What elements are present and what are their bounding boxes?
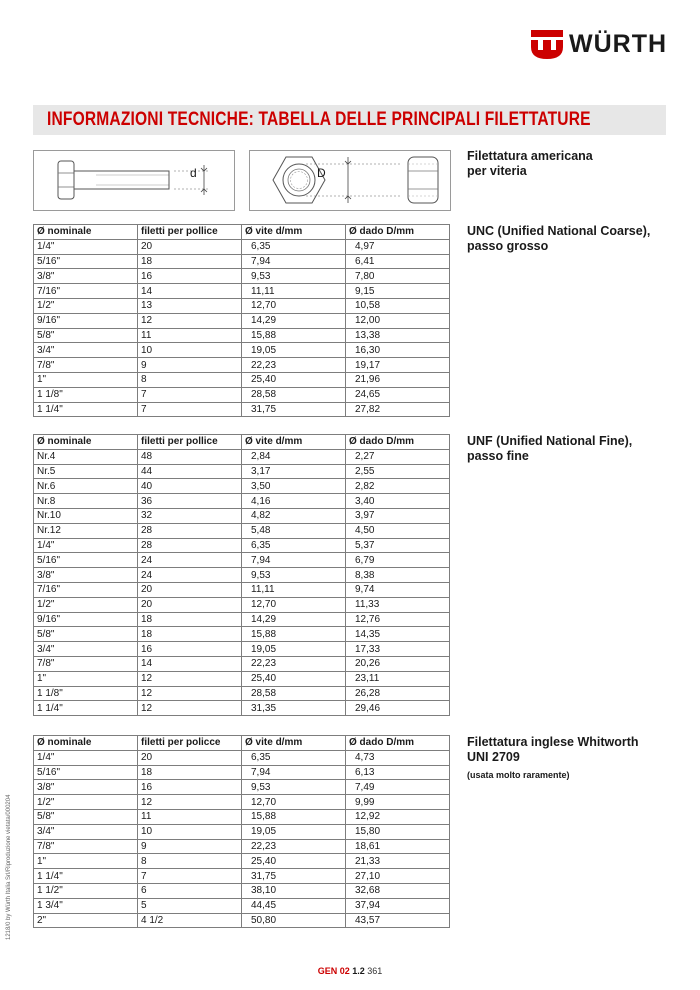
unf-table	[33, 434, 450, 716]
table-row	[34, 686, 450, 701]
table-cell: 7	[138, 869, 242, 884]
table-cell: 5/8"	[34, 328, 138, 343]
table-row	[34, 824, 450, 839]
column-header: Ø vite d/mm	[242, 225, 346, 240]
table-row	[34, 464, 450, 479]
table-cell: 18	[138, 627, 242, 642]
table-header-row	[34, 435, 450, 450]
unf-label	[467, 434, 632, 464]
table-cell: 4,97	[346, 239, 450, 254]
table-cell: 1"	[34, 854, 138, 869]
table-body	[34, 750, 450, 928]
table-row	[34, 523, 450, 538]
table-cell: 31,75	[242, 869, 346, 884]
table-cell: 1/2"	[34, 795, 138, 810]
unc-table	[33, 224, 450, 417]
table-cell: 48	[138, 449, 242, 464]
table-row	[34, 479, 450, 494]
table-cell: 31,75	[242, 402, 346, 417]
table-cell: 9,15	[346, 284, 450, 299]
table-cell: 5/16"	[34, 553, 138, 568]
column-header: filetti per pollice	[138, 225, 242, 240]
table-cell: 3/8"	[34, 269, 138, 284]
table-cell: 5,37	[346, 538, 450, 553]
table-row	[34, 627, 450, 642]
table-cell: 9,53	[242, 269, 346, 284]
table-cell: 1/4"	[34, 750, 138, 765]
table-cell: 32,68	[346, 883, 450, 898]
table-cell: 5	[138, 898, 242, 913]
table-cell: 27,10	[346, 869, 450, 884]
table-cell: 2,27	[346, 449, 450, 464]
table-cell: Nr.4	[34, 449, 138, 464]
table-cell: 11,11	[242, 284, 346, 299]
table-row	[34, 883, 450, 898]
page-number: 361	[367, 966, 383, 976]
table-cell: 5/8"	[34, 627, 138, 642]
table-row	[34, 780, 450, 795]
bolt-diameter-label: d	[190, 166, 197, 180]
table-cell: 17,33	[346, 642, 450, 657]
table-cell: 38,10	[242, 883, 346, 898]
table-cell: 3,17	[242, 464, 346, 479]
table-cell: 12	[138, 701, 242, 716]
table-cell: 9	[138, 358, 242, 373]
table-row	[34, 612, 450, 627]
table-cell: 4,16	[242, 494, 346, 509]
table-cell: 12,00	[346, 313, 450, 328]
table-cell: 9,74	[346, 582, 450, 597]
page-title: INFORMAZIONI TECNICHE: TABELLA DELLE PRINCIPALI FILETTATURE	[47, 109, 591, 130]
wurth-logo	[531, 27, 667, 61]
table-cell: 3,40	[346, 494, 450, 509]
table-cell: 4 1/2	[138, 913, 242, 928]
column-header: Ø vite d/mm	[242, 435, 346, 450]
table-cell: 28,58	[242, 686, 346, 701]
table-cell: 20	[138, 597, 242, 612]
table-cell: 12	[138, 686, 242, 701]
side-copyright: 1218/0 by Würth Italia Srl/Riproduzione vietata/000204	[6, 794, 12, 940]
table-cell: 14	[138, 284, 242, 299]
table-row	[34, 701, 450, 716]
intro-line1: Filettatura americana	[467, 149, 593, 163]
table-cell: 12,70	[242, 298, 346, 313]
table-row	[34, 553, 450, 568]
table-cell: 3/8"	[34, 568, 138, 583]
table-cell: 7	[138, 387, 242, 402]
table-row	[34, 809, 450, 824]
table-cell: 15,88	[242, 809, 346, 824]
table-row	[34, 402, 450, 417]
table-cell: 18	[138, 254, 242, 269]
table-cell: 7/16"	[34, 582, 138, 597]
table-cell: 7/8"	[34, 839, 138, 854]
table-cell: 29,46	[346, 701, 450, 716]
table-cell: 19,17	[346, 358, 450, 373]
table-cell: 9	[138, 839, 242, 854]
nut-diameter-label: D	[317, 166, 326, 180]
table-cell: Nr.12	[34, 523, 138, 538]
table-row	[34, 372, 450, 387]
table-cell: 19,05	[242, 642, 346, 657]
table-cell: 7,49	[346, 780, 450, 795]
table-cell: 28	[138, 523, 242, 538]
table-cell: 6,41	[346, 254, 450, 269]
column-header: Ø dado D/mm	[346, 225, 450, 240]
table-row	[34, 298, 450, 313]
table-cell: 18	[138, 765, 242, 780]
table-cell: 1"	[34, 671, 138, 686]
table-cell: 8	[138, 854, 242, 869]
table-cell: 44	[138, 464, 242, 479]
table-cell: 22,23	[242, 358, 346, 373]
intro-line2: per viteria	[467, 164, 527, 178]
table-cell: 5/16"	[34, 765, 138, 780]
table-cell: 50,80	[242, 913, 346, 928]
table-cell: 1/2"	[34, 597, 138, 612]
table-cell: 7,80	[346, 269, 450, 284]
table-cell: 21,33	[346, 854, 450, 869]
table-cell: 14,35	[346, 627, 450, 642]
table-cell: 3,50	[242, 479, 346, 494]
brand-name: WÜRTH	[569, 29, 668, 58]
table-cell: 9,53	[242, 780, 346, 795]
table-cell: 1 1/2"	[34, 883, 138, 898]
table-cell: 3/4"	[34, 824, 138, 839]
table-row	[34, 358, 450, 373]
table-row	[34, 449, 450, 464]
table-cell: 14	[138, 656, 242, 671]
table-cell: 3/8"	[34, 780, 138, 795]
table-cell: 13,38	[346, 328, 450, 343]
table-cell: 24	[138, 553, 242, 568]
table-cell: 24	[138, 568, 242, 583]
table-cell: 1 1/4"	[34, 701, 138, 716]
table-cell: 1 1/8"	[34, 686, 138, 701]
unc-title-line1: UNC (Unified National Coarse),	[467, 224, 651, 238]
table-cell: 18	[138, 612, 242, 627]
bolt-diagram	[33, 150, 235, 211]
table-cell: 4,50	[346, 523, 450, 538]
whitworth-label	[467, 735, 639, 783]
table-cell: 1/4"	[34, 239, 138, 254]
table-row	[34, 795, 450, 810]
table-cell: Nr.8	[34, 494, 138, 509]
table-cell: 12,92	[346, 809, 450, 824]
table-cell: 7/8"	[34, 656, 138, 671]
table-cell: 20	[138, 750, 242, 765]
table-cell: 19,05	[242, 343, 346, 358]
table-cell: 15,88	[242, 627, 346, 642]
table-cell: Nr.10	[34, 508, 138, 523]
table-cell: 2,55	[346, 464, 450, 479]
table-cell: 21,96	[346, 372, 450, 387]
table-cell: 3/4"	[34, 343, 138, 358]
table-cell: 19,05	[242, 824, 346, 839]
unc-title-line2: passo grosso	[467, 239, 549, 253]
table-cell: 23,11	[346, 671, 450, 686]
table-cell: 2,84	[242, 449, 346, 464]
table-cell: 12,70	[242, 795, 346, 810]
table-cell: 12	[138, 313, 242, 328]
table-cell: 1 1/4"	[34, 402, 138, 417]
table-row	[34, 269, 450, 284]
table-row	[34, 597, 450, 612]
table-cell: 24,65	[346, 387, 450, 402]
table-cell: Nr.5	[34, 464, 138, 479]
table-row	[34, 854, 450, 869]
table-cell: 1 3/4"	[34, 898, 138, 913]
table-cell: 14,29	[242, 313, 346, 328]
intro-label	[467, 149, 593, 179]
table-row	[34, 898, 450, 913]
table-row	[34, 869, 450, 884]
wurth-logo-icon	[531, 28, 563, 60]
table-body	[34, 449, 450, 715]
table-cell: 44,45	[242, 898, 346, 913]
table-body	[34, 239, 450, 417]
table-cell: 9,53	[242, 568, 346, 583]
table-row	[34, 538, 450, 553]
table-cell: 36	[138, 494, 242, 509]
table-cell: 9/16"	[34, 313, 138, 328]
table-row	[34, 750, 450, 765]
table-row	[34, 343, 450, 358]
table-cell: 12	[138, 671, 242, 686]
table-cell: 10,58	[346, 298, 450, 313]
table-cell: 5/16"	[34, 254, 138, 269]
table-cell: 7,94	[242, 553, 346, 568]
table-cell: 15,80	[346, 824, 450, 839]
table-cell: 11	[138, 328, 242, 343]
table-cell: 7,94	[242, 254, 346, 269]
table-row	[34, 313, 450, 328]
table-cell: 31,35	[242, 701, 346, 716]
table-row	[34, 656, 450, 671]
table-cell: 20	[138, 239, 242, 254]
table-row	[34, 254, 450, 269]
table-cell: 6	[138, 883, 242, 898]
column-header: filetti per pollice	[138, 435, 242, 450]
table-cell: 4,73	[346, 750, 450, 765]
table-cell: 12	[138, 795, 242, 810]
table-row	[34, 328, 450, 343]
table-cell: 6,35	[242, 239, 346, 254]
whitworth-title-line1: Filettatura inglese Whitworth	[467, 735, 639, 749]
table-cell: 28	[138, 538, 242, 553]
column-header: Ø dado D/mm	[346, 435, 450, 450]
table-cell: 10	[138, 824, 242, 839]
table-row	[34, 582, 450, 597]
table-cell: 40	[138, 479, 242, 494]
table-cell: 14,29	[242, 612, 346, 627]
table-row	[34, 387, 450, 402]
table-cell: 20,26	[346, 656, 450, 671]
title-bar	[33, 105, 666, 135]
table-cell: 7,94	[242, 765, 346, 780]
table-cell: 32	[138, 508, 242, 523]
table-cell: 6,79	[346, 553, 450, 568]
table-cell: 25,40	[242, 372, 346, 387]
table-row	[34, 913, 450, 928]
table-cell: 4,82	[242, 508, 346, 523]
table-cell: 25,40	[242, 671, 346, 686]
column-header: Ø nominale	[34, 435, 138, 450]
table-cell: 1/2"	[34, 298, 138, 313]
table-cell: 26,28	[346, 686, 450, 701]
unf-title-line2: passo fine	[467, 449, 529, 463]
table-header-row	[34, 225, 450, 240]
table-cell: 3,97	[346, 508, 450, 523]
table-cell: 2"	[34, 913, 138, 928]
nut-diagram	[249, 150, 451, 211]
table-cell: 1 1/4"	[34, 869, 138, 884]
table-cell: 2,82	[346, 479, 450, 494]
table-cell: 11,11	[242, 582, 346, 597]
table-row	[34, 765, 450, 780]
table-cell: 6,13	[346, 765, 450, 780]
table-cell: 11	[138, 809, 242, 824]
table-cell: 12,70	[242, 597, 346, 612]
table-cell: 8,38	[346, 568, 450, 583]
table-cell: 5/8"	[34, 809, 138, 824]
table-cell: 37,94	[346, 898, 450, 913]
table-cell: 8	[138, 372, 242, 387]
table-row	[34, 642, 450, 657]
table-row	[34, 508, 450, 523]
table-cell: 20	[138, 582, 242, 597]
table-row	[34, 568, 450, 583]
column-header: Ø nominale	[34, 736, 138, 751]
table-cell: 13	[138, 298, 242, 313]
unf-title-line1: UNF (Unified National Fine),	[467, 434, 633, 448]
table-cell: 43,57	[346, 913, 450, 928]
table-header-row	[34, 736, 450, 751]
table-cell: 5,48	[242, 523, 346, 538]
table-row	[34, 671, 450, 686]
whitworth-note: (usata molto raramente)	[467, 770, 570, 780]
table-cell: 16	[138, 269, 242, 284]
table-cell: 3/4"	[34, 642, 138, 657]
table-cell: 7/8"	[34, 358, 138, 373]
table-cell: 6,35	[242, 538, 346, 553]
table-cell: 18,61	[346, 839, 450, 854]
table-cell: 7/16"	[34, 284, 138, 299]
table-cell: 16,30	[346, 343, 450, 358]
table-cell: 27,82	[346, 402, 450, 417]
table-cell: 16	[138, 780, 242, 795]
page-footer	[0, 966, 700, 976]
table-cell: Nr.6	[34, 479, 138, 494]
column-header: filetti per policce	[138, 736, 242, 751]
table-cell: 7	[138, 402, 242, 417]
table-row	[34, 494, 450, 509]
table-cell: 9/16"	[34, 612, 138, 627]
table-cell: 25,40	[242, 854, 346, 869]
table-cell: 12,76	[346, 612, 450, 627]
table-cell: 11,33	[346, 597, 450, 612]
table-cell: 10	[138, 343, 242, 358]
table-cell: 22,23	[242, 656, 346, 671]
footer-subsection: 1.2	[352, 966, 365, 976]
table-cell: 28,58	[242, 387, 346, 402]
table-row	[34, 839, 450, 854]
table-cell: 9,99	[346, 795, 450, 810]
table-row	[34, 284, 450, 299]
table-cell: 16	[138, 642, 242, 657]
column-header: Ø dado D/mm	[346, 736, 450, 751]
unc-label	[467, 224, 650, 254]
column-header: Ø nominale	[34, 225, 138, 240]
table-row	[34, 239, 450, 254]
footer-section: GEN 02	[317, 966, 350, 976]
column-header: Ø vite d/mm	[242, 736, 346, 751]
table-cell: 22,23	[242, 839, 346, 854]
whitworth-title-line2: UNI 2709	[467, 750, 520, 764]
table-cell: 6,35	[242, 750, 346, 765]
table-cell: 1 1/8"	[34, 387, 138, 402]
table-cell: 1"	[34, 372, 138, 387]
whitworth-table	[33, 735, 450, 928]
table-cell: 15,88	[242, 328, 346, 343]
table-cell: 1/4"	[34, 538, 138, 553]
